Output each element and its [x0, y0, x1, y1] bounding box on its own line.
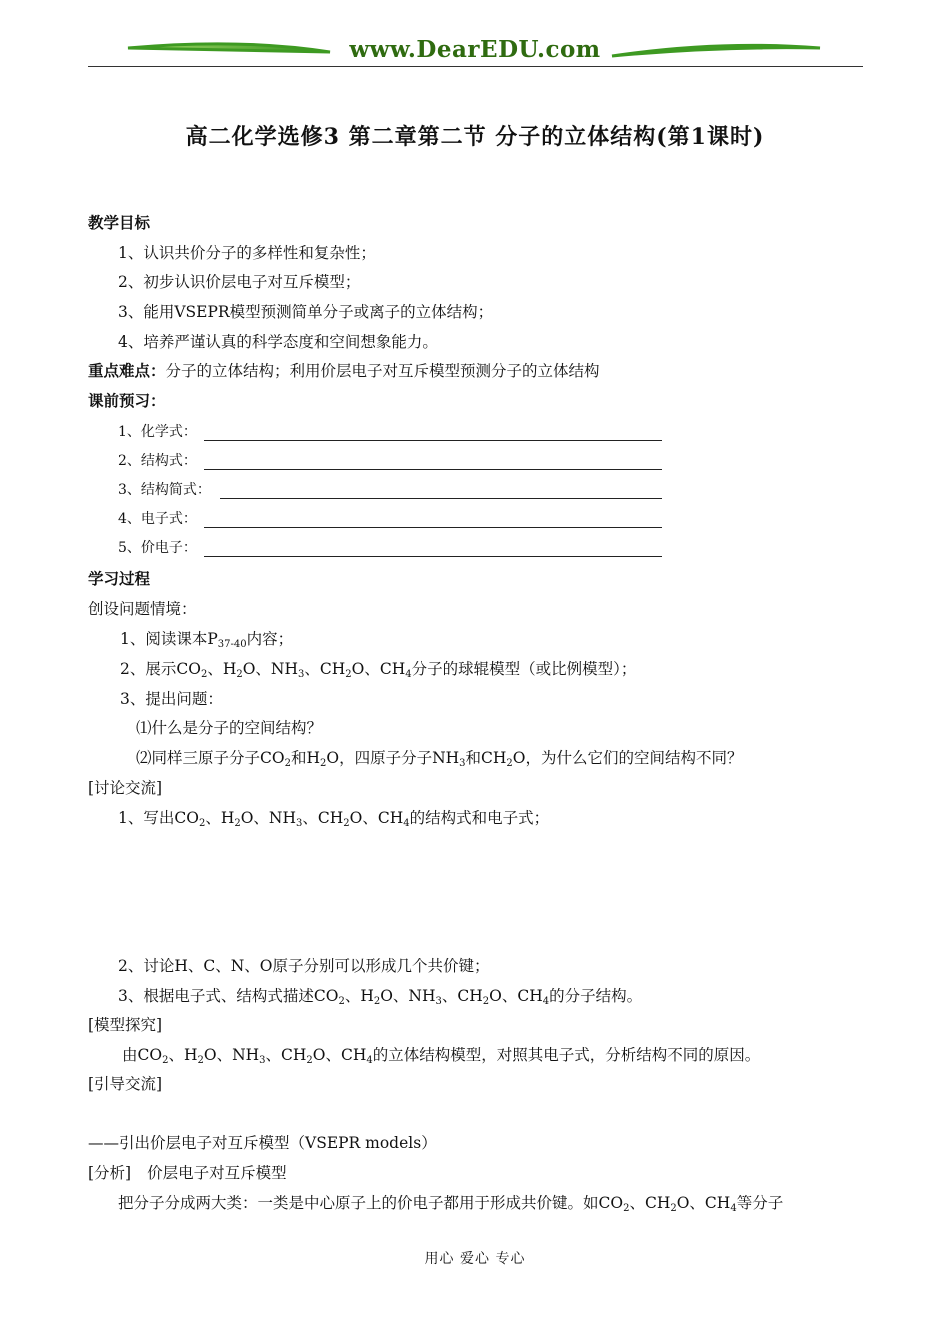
page-header	[0, 30, 950, 70]
analysis-paragraph: 把分子分成两大类：一类是中心原子上的价电子都用于形成共价键。如$CO_2$、$CH_2O$、$CH_4$等分子	[118, 1194, 784, 1214]
objective-item: 2、初步认识价层电子对互斥模型；	[118, 273, 361, 291]
process-heading: 学习过程	[88, 569, 151, 588]
discussion-item-3: 3、根据电子式、结构式描述$CO_2$、$H_2O$、$NH_3$、$CH_2O$、$CH_4$的分子结构。	[118, 987, 643, 1007]
key-points-text: 分子的立体结构；利用价层电子对互斥模型预测分子的立体结构	[165, 362, 600, 380]
guide-line: ——引出价层电子对互斥模型（VSEPR models）	[88, 1134, 437, 1152]
document-title: 高二化学选修3 第二章第二节 分子的立体结构(第1课时)	[185, 124, 765, 150]
answer-blank[interactable]	[204, 440, 662, 441]
preview-item-formula: 1、化学式：	[118, 422, 197, 442]
model-heading: [模型探究]	[88, 1016, 163, 1034]
discussion-item-2: 2、讨论H、C、N、O原子分别可以形成几个共价键；	[118, 957, 490, 975]
answer-blank[interactable]	[204, 527, 662, 528]
objectives-heading: 教学目标	[88, 213, 151, 232]
scenario-step-3: 3、提出问题：	[120, 690, 223, 708]
guide-heading: [引导交流]	[88, 1075, 163, 1093]
question-1: ⑴什么是分子的空间结构？	[136, 719, 323, 737]
objective-item: 3、能用VSEPR模型预测简单分子或离子的立体结构；	[118, 303, 494, 321]
key-points-label: 重点难点：	[88, 361, 166, 380]
preview-item-structural: 2、结构式：	[118, 451, 197, 471]
preview-item-condensed: 3、结构简式：	[118, 480, 211, 500]
preview-item-valence: 5、价电子：	[118, 538, 197, 558]
question-2: ⑵同样三原子分子$CO_2$和$H_2O$，四原子分子$NH_3$和$CH_2O$，为什么它们的空间结构不同？	[136, 749, 743, 769]
header-rule	[88, 66, 863, 67]
objective-item: 4、培养严谨认真的科学态度和空间想象能力。	[118, 333, 438, 351]
scenario-step-2: 2、展示$CO_2$、$H_2O$、$NH_3$、$CH_2O$、$CH_4$分子的球辊模型（或比例模型）；	[120, 660, 637, 680]
key-points	[88, 360, 600, 382]
answer-blank[interactable]	[204, 469, 662, 470]
preview-item-electron: 4、电子式：	[118, 509, 197, 529]
answer-blank[interactable]	[204, 556, 662, 557]
scenario-label: 创设问题情境：	[88, 600, 197, 618]
logo-text: www.DearEDU.com	[349, 36, 601, 63]
discussion-item-1: 1、写出$CO_2$、$H_2O$、$NH_3$、$CH_2O$、$CH_4$的结构式和电子式；	[118, 809, 550, 829]
page-footer: 用心 爱心 专心	[424, 1251, 526, 1267]
answer-blank[interactable]	[220, 498, 662, 499]
discussion-heading: [讨论交流]	[88, 779, 163, 797]
analysis-heading: [分析] 价层电子对互斥模型	[88, 1164, 287, 1182]
scenario-step-1: 1、阅读课本$P_{37-40}$内容；	[120, 630, 294, 650]
preview-heading: 课前预习：	[88, 391, 166, 410]
objective-item: 1、认识共价分子的多样性和复杂性；	[118, 244, 376, 262]
model-text: 由$CO_2$、$H_2O$、$NH_3$、$CH_2O$、$CH_4$的立体结构模型，对照其电子式，分析结构不同的原因。	[122, 1046, 761, 1066]
